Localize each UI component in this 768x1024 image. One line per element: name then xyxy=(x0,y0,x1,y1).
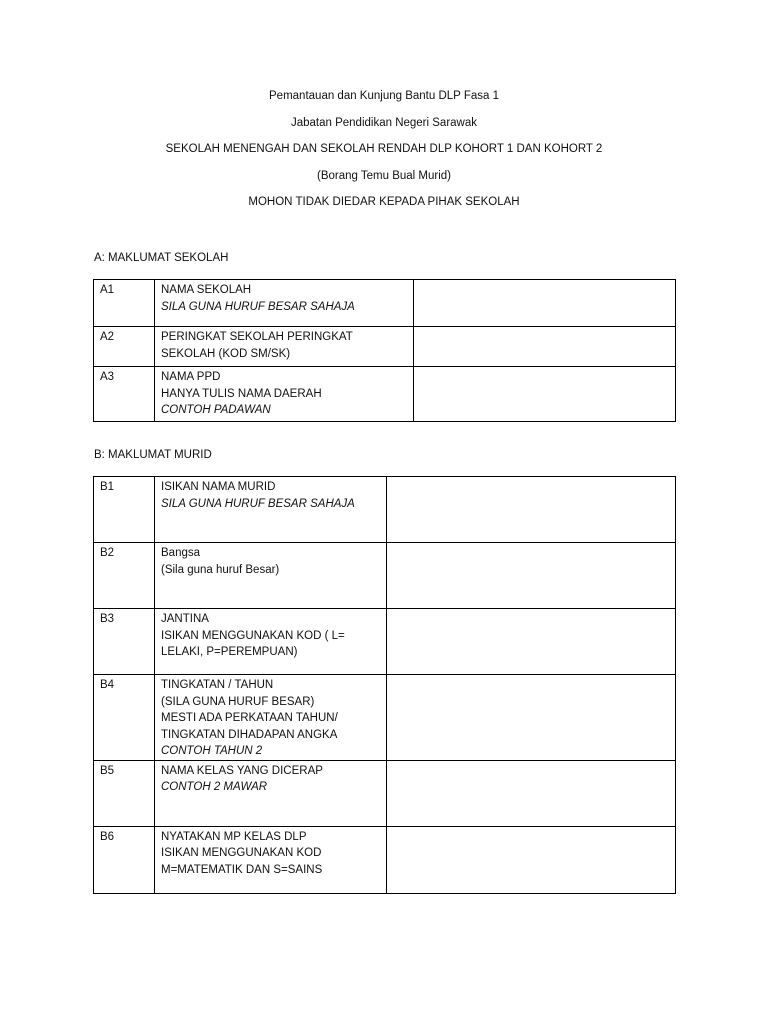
table-row-b3 xyxy=(94,609,676,675)
row-label-line: ISIKAN MENGGUNAKAN KOD xyxy=(161,847,322,859)
student-info-table xyxy=(93,476,676,894)
answer-cell-a1[interactable] xyxy=(414,280,676,327)
row-label-line: CONTOH PADAWAN xyxy=(161,404,271,416)
section-b-title: B: MAKLUMAT MURID xyxy=(94,449,212,461)
table-row-b1 xyxy=(94,477,676,543)
answer-cell-a3[interactable] xyxy=(414,367,676,422)
header-line-5: MOHON TIDAK DIEDAR KEPADA PIHAK SEKOLAH xyxy=(248,196,520,208)
row-label xyxy=(155,760,387,826)
table-row-b5 xyxy=(94,760,676,826)
answer-cell-b5[interactable] xyxy=(387,760,676,826)
row-label-line: SILA GUNA HURUF BESAR SAHAJA xyxy=(161,497,355,510)
header-line-2: Jabatan Pendidikan Negeri Sarawak xyxy=(290,116,478,129)
row-label-line: NAMA PPD xyxy=(161,371,221,383)
row-label-line: NYATAKAN MP KELAS DLP xyxy=(161,830,307,843)
row-label-line: ISIKAN MENGGUNAKAN KOD ( L= xyxy=(161,629,345,642)
row-label xyxy=(155,826,387,893)
answer-cell-b4[interactable] xyxy=(387,675,676,761)
row-label-line: NAMA SEKOLAH xyxy=(161,284,252,296)
school-info-table xyxy=(93,279,676,422)
section-a-title: A: MAKLUMAT SEKOLAH xyxy=(94,252,229,264)
header-line-3: SEKOLAH MENENGAH DAN SEKOLAH RENDAH DLP KOHORT 1 DAN KOHORT 2 xyxy=(165,143,603,155)
row-code: B4 xyxy=(94,675,155,761)
table-row-a3 xyxy=(94,367,676,422)
row-label xyxy=(155,280,414,327)
answer-cell-b1[interactable] xyxy=(387,477,676,543)
row-label-line: CONTOH 2 MAWAR xyxy=(161,781,268,793)
row-label-line: MESTI ADA PERKATAAN TAHUN/ xyxy=(161,712,338,724)
row-label-line: TINGKATAN / TAHUN xyxy=(161,679,274,691)
table-row-a2 xyxy=(94,327,676,367)
row-label-line: M=MATEMATIK DAN S=SAINS xyxy=(161,863,323,876)
row-label-line: PERINGKAT SEKOLAH PERINGKAT xyxy=(161,331,353,343)
row-label xyxy=(155,675,387,761)
row-label-line: NAMA KELAS YANG DICERAP xyxy=(161,764,323,777)
row-label xyxy=(155,327,414,367)
row-code: A1 xyxy=(94,280,155,327)
row-label xyxy=(155,609,387,675)
row-label-line: SEKOLAH (KOD SM/SK) xyxy=(161,347,291,360)
row-label-line: LELAKI, P=PEREMPUAN) xyxy=(161,646,298,658)
table-row-b2 xyxy=(94,543,676,609)
answer-cell-a2[interactable] xyxy=(414,327,676,367)
row-label-line: HANYA TULIS NAMA DAERAH xyxy=(161,387,322,400)
row-label-line: ISIKAN NAMA MURID xyxy=(161,481,276,493)
row-label-line: Bangsa xyxy=(161,547,201,559)
row-label xyxy=(155,543,387,609)
row-label-line: (SILA GUNA HURUF BESAR) xyxy=(161,695,315,708)
row-label-line: SILA GUNA HURUF BESAR SAHAJA xyxy=(161,300,355,313)
header-line-1: Pemantauan dan Kunjung Bantu DLP Fasa 1 xyxy=(269,90,499,102)
row-label xyxy=(155,367,414,422)
form-header xyxy=(0,88,768,221)
answer-cell-b6[interactable] xyxy=(387,826,676,893)
row-code: A3 xyxy=(94,367,155,422)
row-label xyxy=(155,477,387,543)
row-label-line: TINGKATAN DIHADAPAN ANGKA xyxy=(161,728,338,741)
answer-cell-b3[interactable] xyxy=(387,609,676,675)
table-row-b6 xyxy=(94,826,676,893)
table-row-a1 xyxy=(94,280,676,327)
table-row-b4 xyxy=(94,675,676,761)
row-label-line: JANTINA xyxy=(161,613,209,625)
row-code: B3 xyxy=(94,609,155,675)
row-code: B2 xyxy=(94,543,155,609)
row-code: B1 xyxy=(94,477,155,543)
row-label-line: (Sila guna huruf Besar) xyxy=(161,563,280,576)
answer-cell-b2[interactable] xyxy=(387,543,676,609)
row-code: B6 xyxy=(94,826,155,893)
row-label-line: CONTOH TAHUN 2 xyxy=(161,745,263,757)
row-code: A2 xyxy=(94,327,155,367)
row-code: B5 xyxy=(94,760,155,826)
header-line-4: (Borang Temu Bual Murid) xyxy=(316,169,451,182)
